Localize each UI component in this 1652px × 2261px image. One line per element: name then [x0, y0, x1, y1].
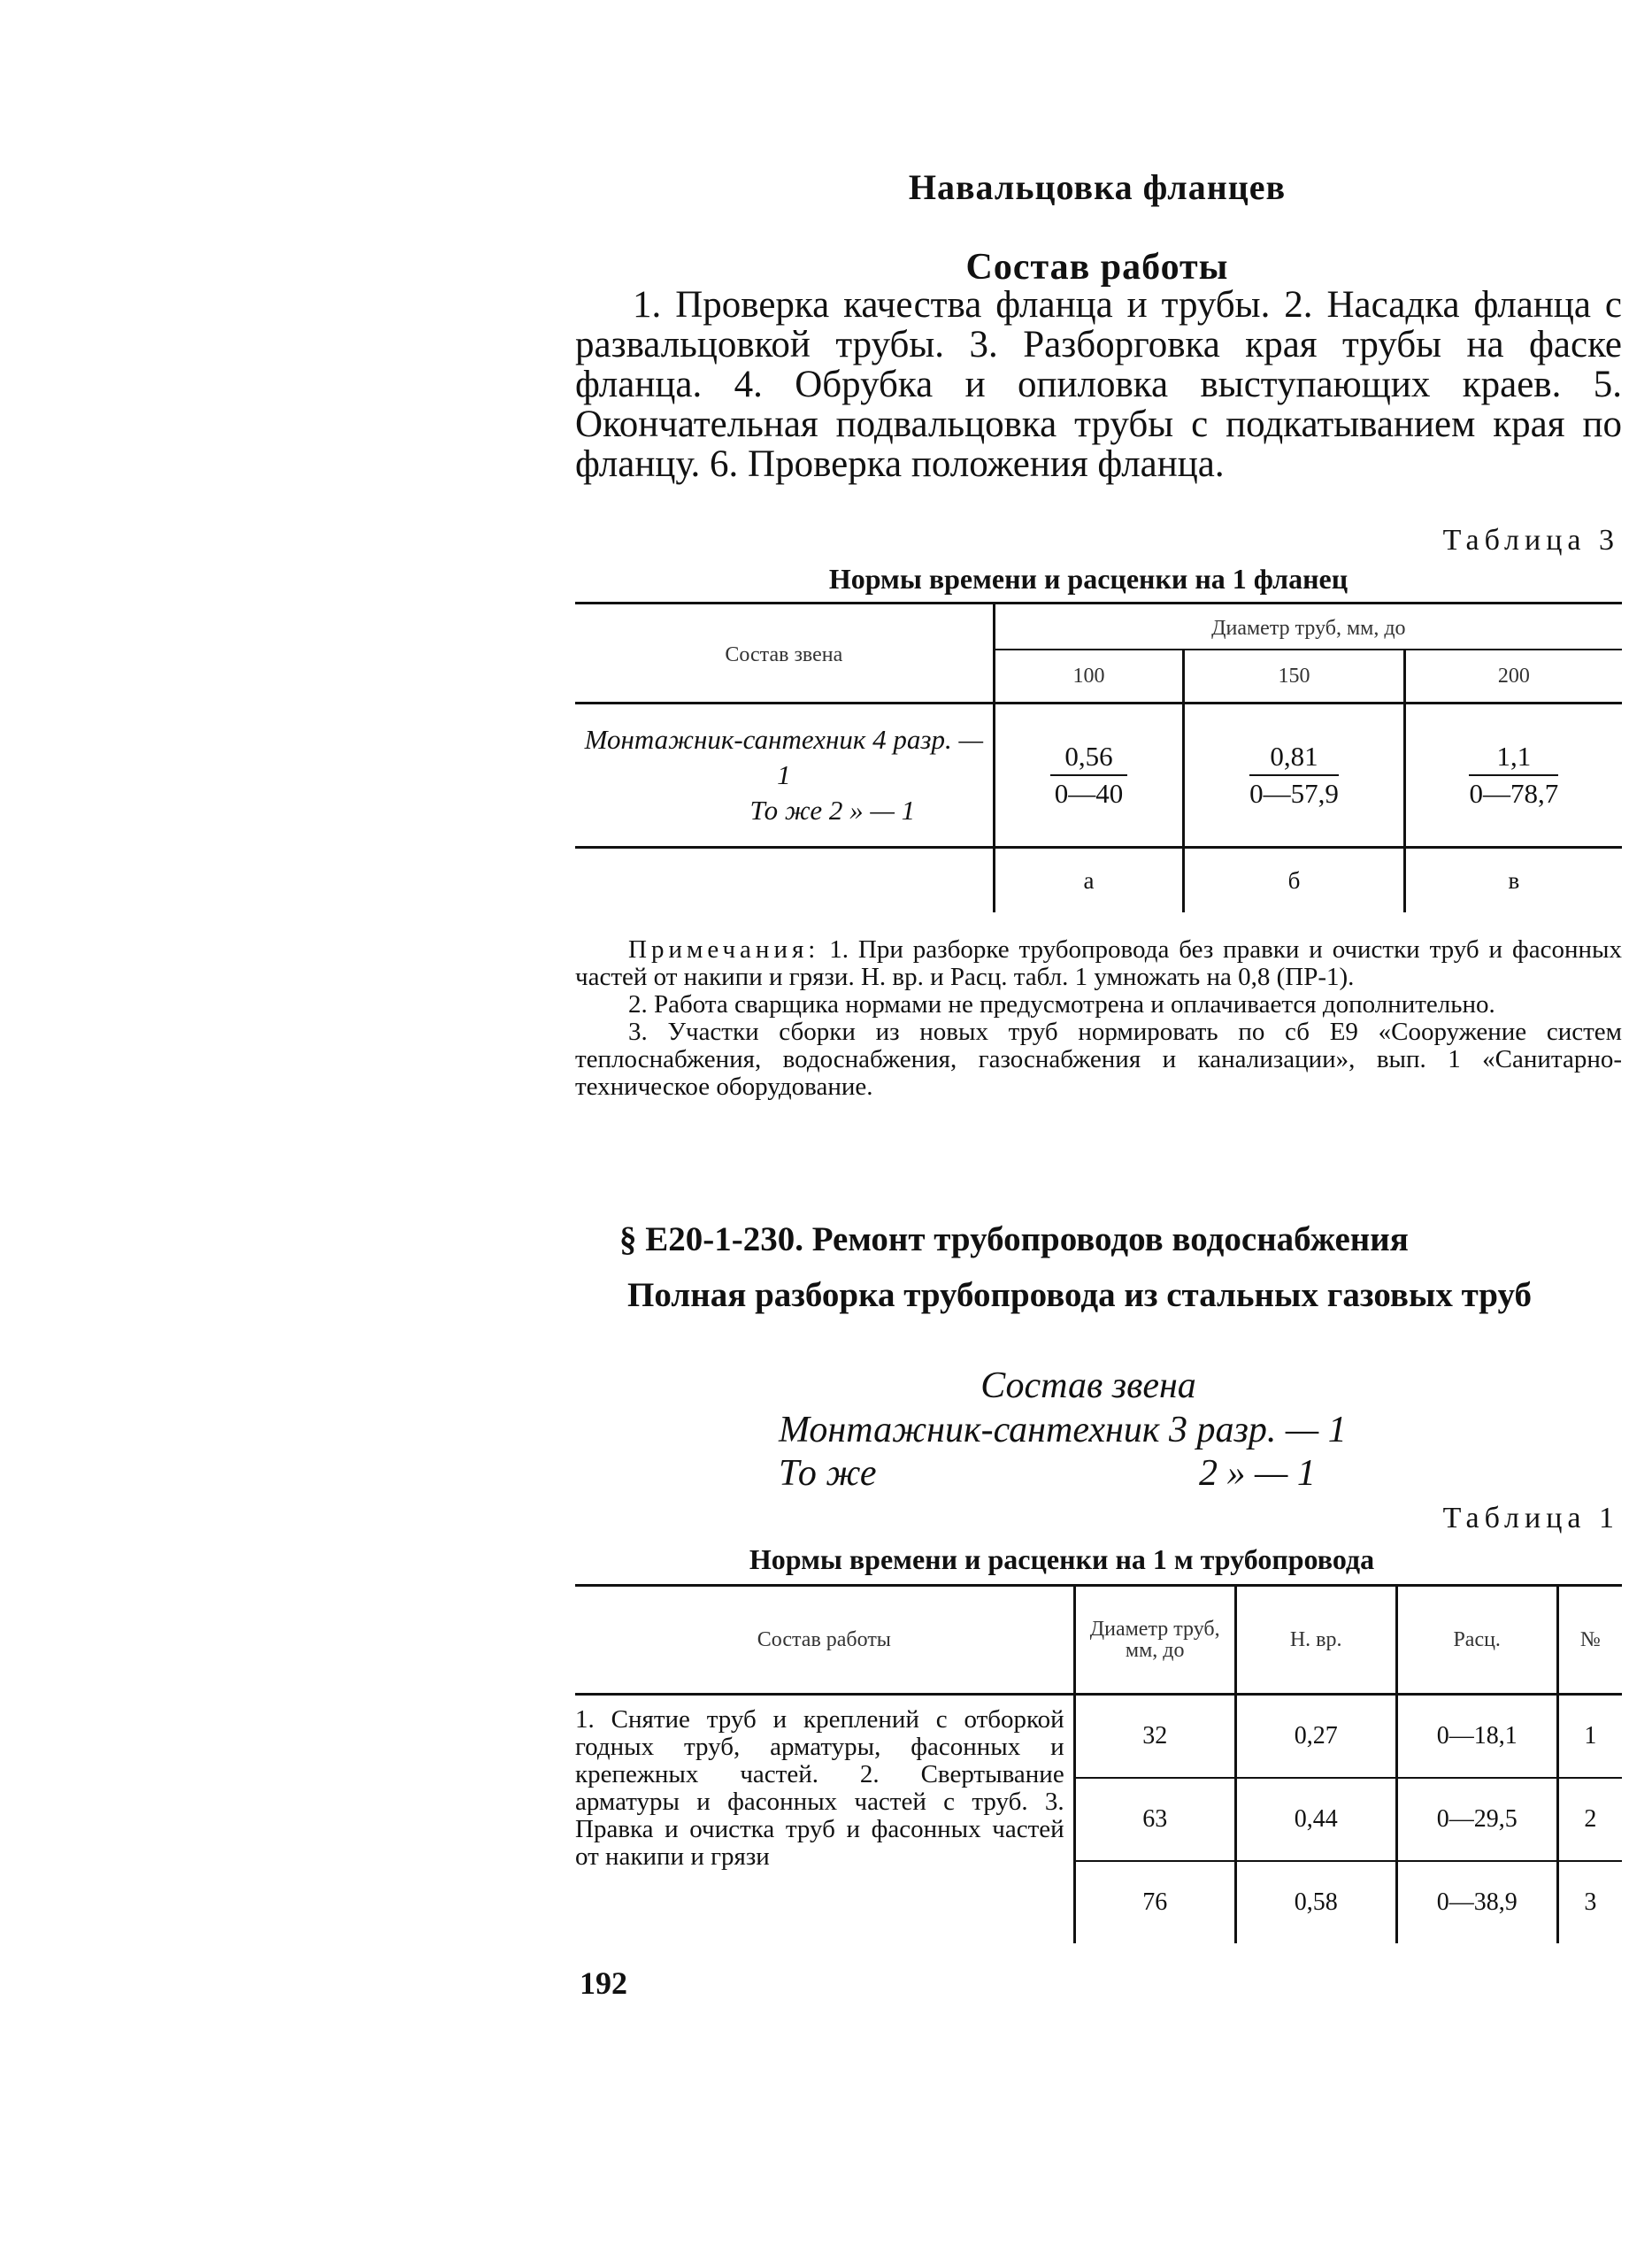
note-2: 2. Работа сварщика нормами не предусмотрена и оплачивается дополнительно. — [628, 990, 1495, 1019]
crew-list — [779, 1409, 1347, 1496]
crew-row1-grade: 3 разр. — 1 — [1169, 1410, 1347, 1450]
table1-header-work: Состав работы — [757, 1627, 891, 1651]
note-3: 3. Участки сборки из новых труб нормировать по сб Е9 «Сооружение систем теплоснабжения, водоснабжения, газоснабжения и канализации», вып. 1 «Санитарно-техническое оборудование. — [575, 1018, 1622, 1101]
table1-header-price: Расц. — [1396, 1586, 1557, 1695]
table1 — [575, 1584, 1622, 1943]
table3-letter-a: а — [994, 848, 1184, 913]
table3-price-b: 0—57,9 — [1249, 778, 1339, 809]
table1-row3-price: 0—38,9 — [1396, 1861, 1557, 1943]
table1-header-diam: Диаметр труб, мм, до — [1074, 1586, 1235, 1695]
note-1: 1. При разборке трубопровода без правки и очистки труб и фасонных частей от накипи и грязи. Н. вр. и Расц. табл. 1 умножать на 0,8 (ПР-1). — [575, 935, 1622, 991]
table1-row1-norm: 0,27 — [1235, 1695, 1396, 1779]
table1-row3-norm: 0,58 — [1235, 1861, 1396, 1943]
table1-title: Нормы времени и расценки на 1 м трубопровода — [749, 1543, 1375, 1575]
page-number: 192 — [580, 1965, 627, 2001]
table3-norm-a: 0,56 — [1050, 739, 1126, 776]
work-composition-text: 1. Проверка качества фланца и трубы. 2. Насадка фланца с развальцовкой трубы. 3. Разборговка края трубы на фаске фланца. 4. Обрубка и опиловка выступающих краев. 5. Окончательная подвальцовка трубы с подкатыванием края по фланцу. 6. Проверка положения фланца. — [575, 284, 1622, 485]
table3-price-a: 0—40 — [1054, 778, 1124, 809]
table3-diam-200: 200 — [1404, 650, 1622, 704]
crew-row1-name: Монтажник-сантехник — [779, 1410, 1160, 1450]
table3-header-diameter-label: Диаметр труб, мм, до — [1211, 616, 1406, 640]
crew-title: Состав звена — [980, 1365, 1196, 1406]
table1-row2-norm: 0,44 — [1235, 1778, 1396, 1861]
table1-row1-price: 0—18,1 — [1396, 1695, 1557, 1779]
table3-header-crew-label: Состав звена — [725, 642, 843, 666]
section-title-flanges: Навальцовка фланцев — [908, 167, 1287, 207]
table1-row2-diam: 63 — [1074, 1778, 1235, 1861]
table3-title: Нормы времени и расценки на 1 фланец — [828, 563, 1348, 595]
table1-row3-diam: 76 — [1074, 1861, 1235, 1943]
table1-work-text: 1. Снятие труб и креплений с отборкой годных труб, арматуры, фасонных и крепежных частей. 2. Свертывание арматуры и фасонных частей с труб. 3. Правка и очистка труб и фасонных частей от накипи и грязи — [575, 1705, 1064, 1871]
table3-header-crew — [575, 604, 994, 704]
table1-row1-num: 1 — [1557, 1695, 1622, 1779]
notes-label: Примечания: — [628, 935, 820, 964]
table1-header-norm: Н. вр. — [1235, 1586, 1396, 1695]
table3-diam-150: 150 — [1184, 650, 1404, 704]
table3-header-diameter — [994, 604, 1622, 650]
table1-header-num: № — [1557, 1586, 1622, 1695]
table3-value-a — [994, 704, 1184, 848]
table3-norm-c: 1,1 — [1469, 739, 1558, 776]
table3-price-c: 0—78,7 — [1469, 778, 1559, 809]
table3-value-c — [1404, 704, 1622, 848]
notes — [575, 936, 1622, 1101]
section-heading-e20-1-230: § Е20-1-230. Ремонт трубопроводов водоснабжения — [619, 1220, 1409, 1258]
table3-crew-cell — [575, 704, 994, 848]
section-subtitle: Полная разборка трубопровода из стальных газовых труб — [627, 1276, 1532, 1314]
work-composition-title: Состав работы — [965, 247, 1229, 288]
table1-row2-num: 2 — [1557, 1778, 1622, 1861]
table3-value-b — [1184, 704, 1404, 848]
table3-norm-b: 0,81 — [1249, 739, 1339, 776]
table1-row3-num: 3 — [1557, 1861, 1622, 1943]
table3-letter-b: б — [1184, 848, 1404, 913]
crew-row2-grade: 2 » — 1 — [1199, 1453, 1316, 1494]
table3 — [575, 602, 1622, 912]
table3-label: Таблица 3 — [1442, 524, 1619, 557]
table1-label: Таблица 1 — [1442, 1502, 1619, 1534]
table1-row1-diam: 32 — [1074, 1695, 1235, 1779]
table3-letter-c: в — [1404, 848, 1622, 913]
crew-row2-name: То же — [779, 1453, 877, 1494]
table3-crew-line2: То же 2 » — 1 — [749, 795, 916, 826]
table3-crew-line1: Монтажник-сантехник 4 разр. — 1 — [584, 724, 984, 790]
table1-row2-price: 0—29,5 — [1396, 1778, 1557, 1861]
table3-diam-100: 100 — [994, 650, 1184, 704]
